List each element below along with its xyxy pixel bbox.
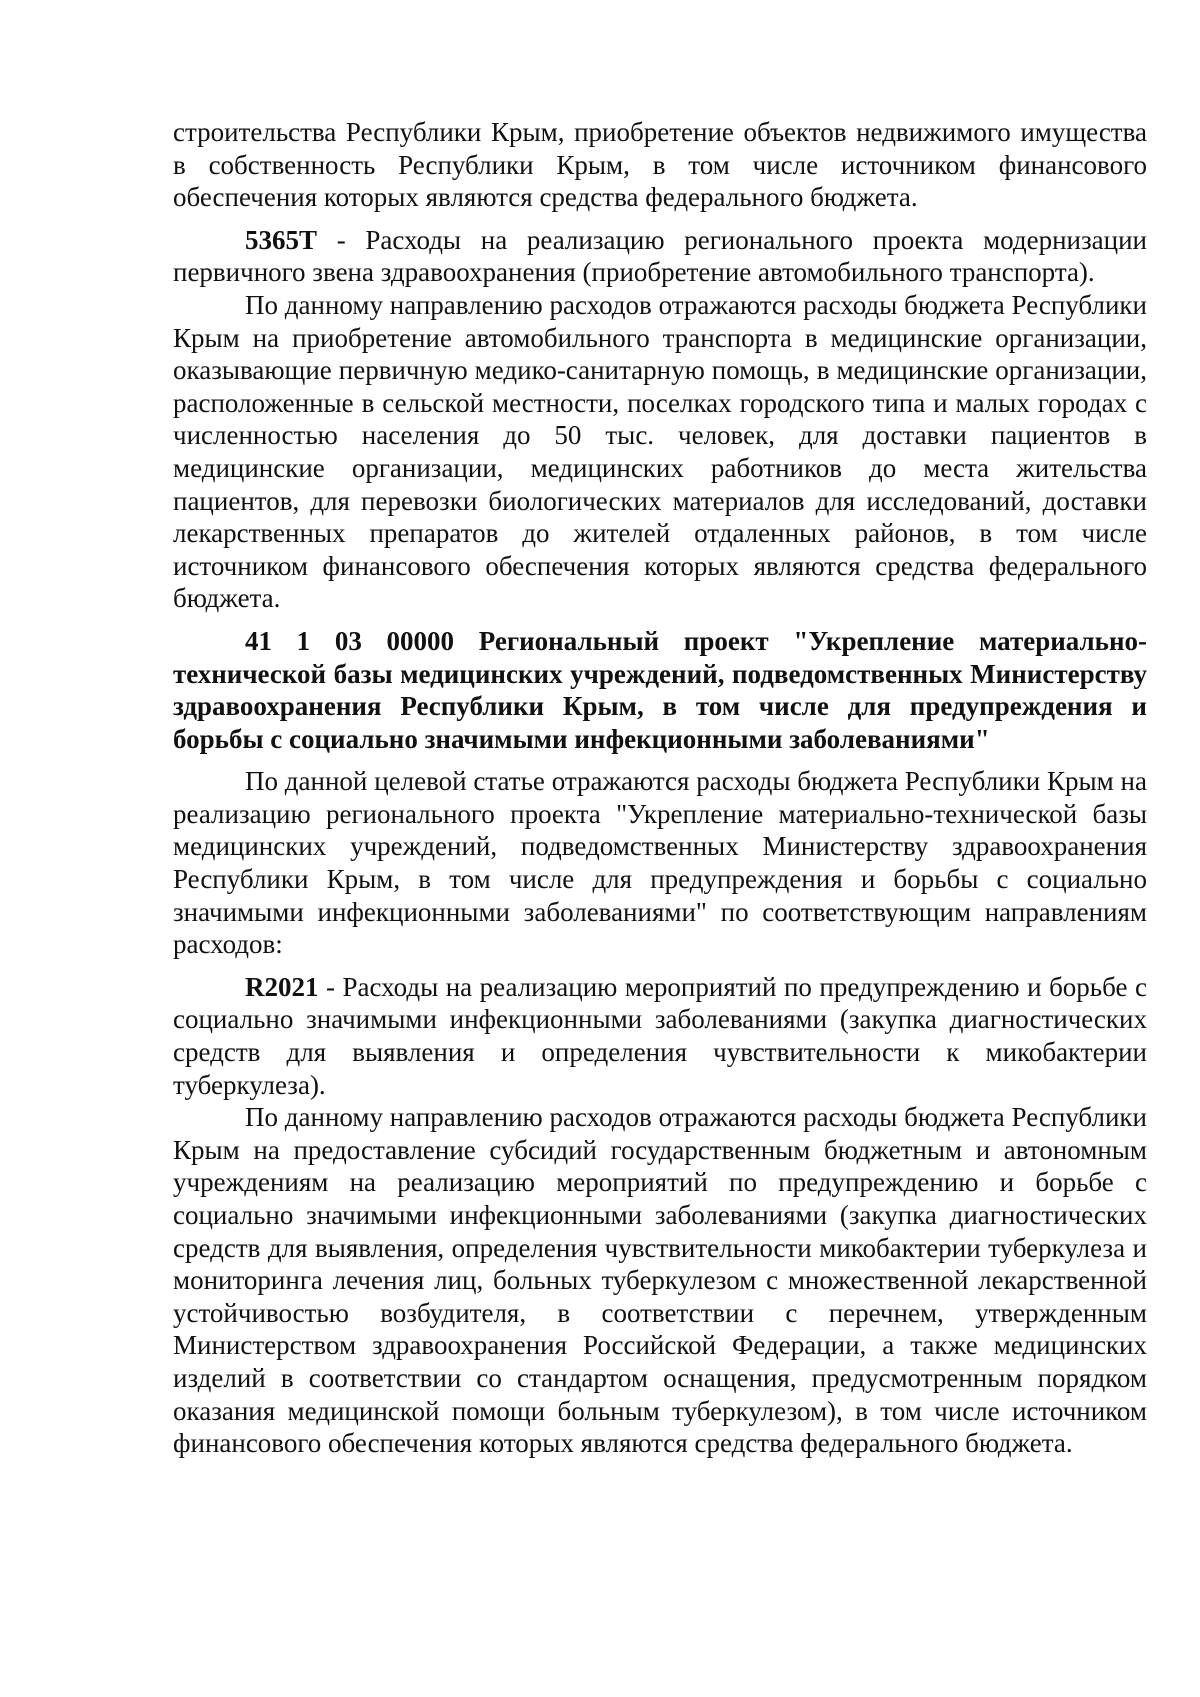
paragraph-5365t-text: - Расходы на реализацию регионального проекта модернизации первичного звена здравоохранения (приобретение автомобильного транспорта). <box>173 224 1147 288</box>
paragraph-continuation: строительства Республики Крым, приобретение объектов недвижимого имущества в собственность Республики Крым, в том числе источником финансового обеспечения которых являются средства федерального бюджета. <box>173 117 1147 213</box>
code-r2021: R2021 <box>245 971 319 1002</box>
paragraph-r2021 <box>173 971 1147 1101</box>
document-page <box>173 116 1147 1460</box>
code-5365t: 5365Т <box>245 224 318 255</box>
paragraph-r2021-text: - Расходы на реализацию мероприятий по предупреждению и борьбе с социально значимыми инфекционными заболеваниями (закупка диагностических средств для выявления и определения чувствительности к микобактерии туберкулеза). <box>173 971 1147 1100</box>
paragraph-r2021-description: По данному направлению расходов отражаются расходы бюджета Республики Крым на предоставление субсидий государственным бюджетным и автономным учреждениям на реализацию мероприятий по предупреждению и борьбе с социально значимыми инфекционными заболеваниями (закупка диагностических средств для выявления, определения чувствительности микобактерии туберкулеза и мониторинга лечения лиц, больных туберкулезом с множественной лекарственной устойчивостью возбудителя, в соответствии с перечнем, утвержденным Министерством здравоохранения Российской Федерации, а также медицинских изделий в соответствии со стандартом оснащения, предусмотренным порядком оказания медицинской помощи больным туберкулезом), в том числе источником финансового обеспечения которых являются средства федерального бюджета. <box>173 1102 1147 1459</box>
paragraph-5365t-description: По данному направлению расходов отражаются расходы бюджета Республики Крым на приобретение автомобильного транспорта в медицинские организации, оказывающие первичную медико-санитарную помощь, в медицинские организации, расположенные в сельской местности, поселках городского типа и малых городах с численностью населения до 50 тыс. человек, для доставки пациентов в медицинские организации, медицинских работников до места жительства пациентов, для перевозки биологических материалов для исследований, доставки лекарственных препаратов до жителей отдаленных районов, в том числе источником финансового обеспечения которых являются средства федерального бюджета. <box>173 289 1147 614</box>
section-heading: 41 1 03 00000 Региональный проект "Укрепление материально-технической базы медицинских учреждений, подведомственных Министерству здравоохранения Республики Крым, в том числе для предупреждения и борьбы с социально значимыми инфекционными заболеваниями" <box>173 625 1147 754</box>
paragraph-5365t <box>173 224 1147 289</box>
paragraph-target-article: По данной целевой статье отражаются расходы бюджета Республики Крым на реализацию регионального проекта "Укрепление материально-технической базы медицинских учреждений, подведомственных Министерству здравоохранения Республики Крым, в том числе для предупреждения и борьбы с социально значимыми инфекционными заболеваниями" по соответствующим направлениям расходов: <box>173 766 1147 960</box>
